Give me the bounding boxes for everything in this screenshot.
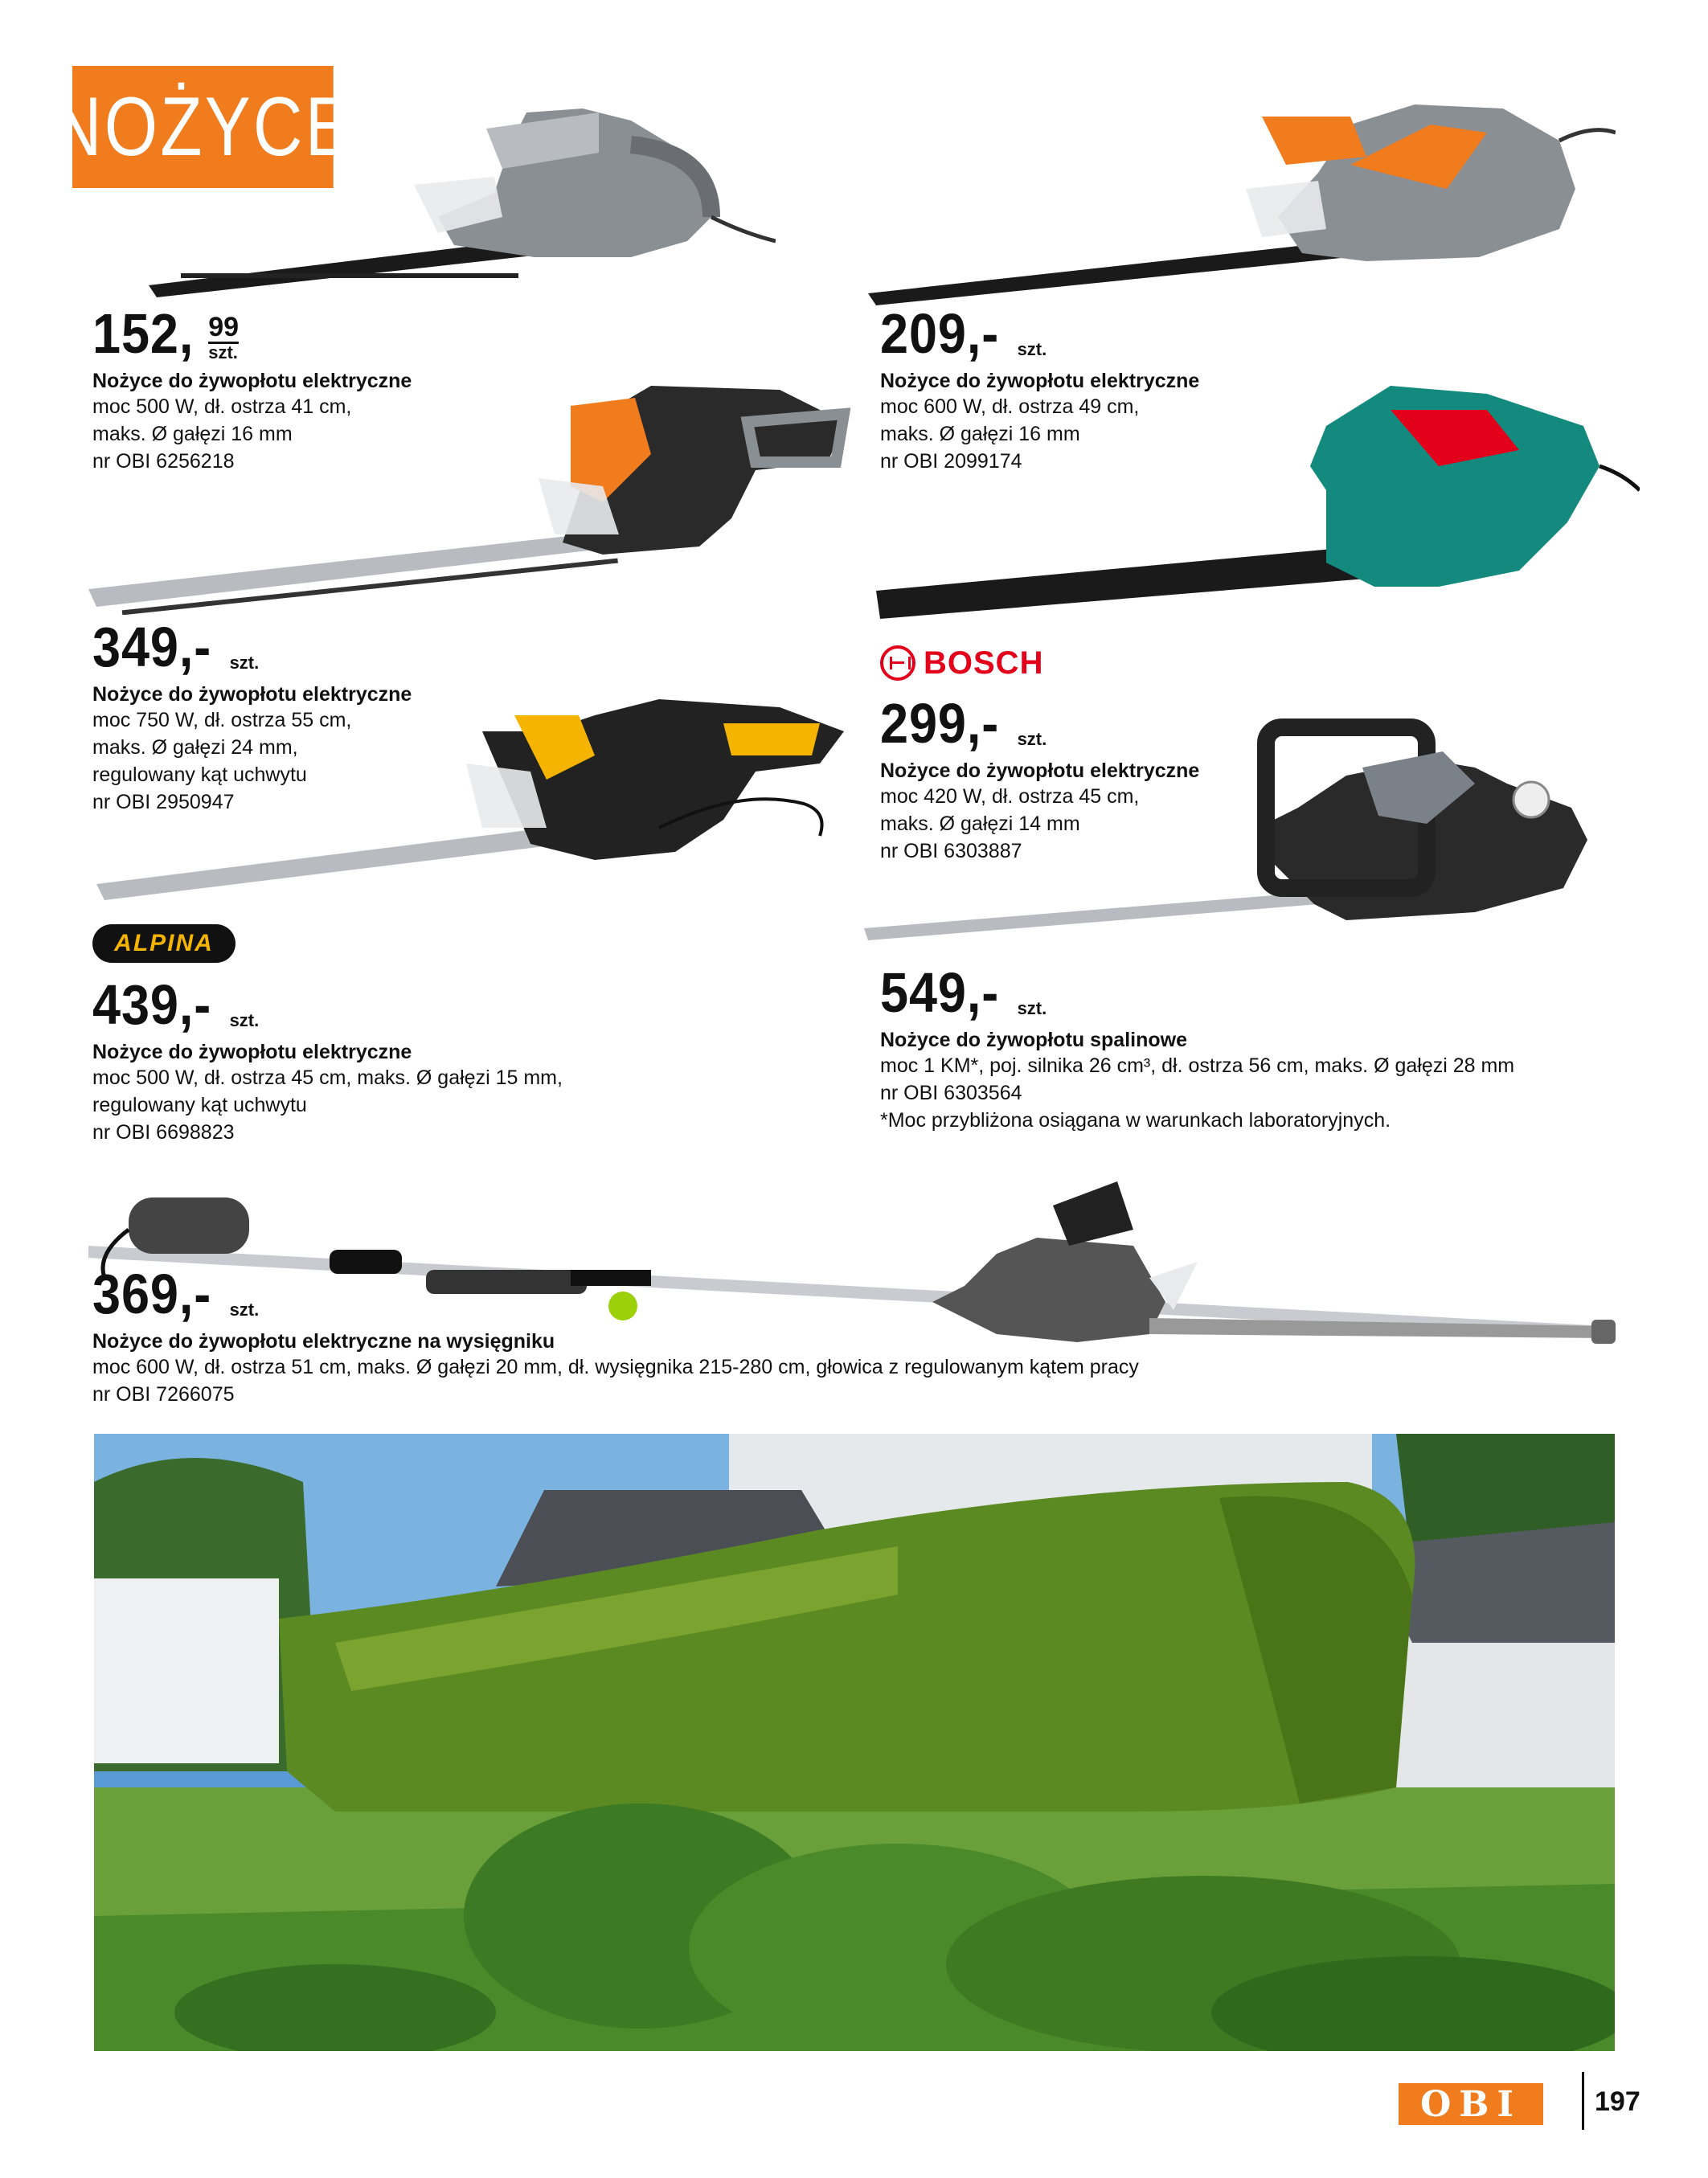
price-main: 439,- (92, 973, 212, 1036)
spec-line: moc 500 W, dł. ostrza 45 cm, maks. Ø gałęzi 15 mm, (92, 1066, 563, 1089)
spec-line: maks. Ø gałęzi 24 mm, (92, 736, 298, 759)
spec-line: moc 500 W, dł. ostrza 41 cm, (92, 395, 352, 418)
price-main: 152, (92, 302, 195, 365)
product-title: Nożyce do żywopłotu elektryczne na wysięgniku (92, 1330, 555, 1353)
product-number: nr OBI 2950947 (92, 791, 235, 813)
price-cents: 99 (208, 312, 240, 342)
product-number: nr OBI 7266075 (92, 1383, 235, 1406)
product-title: Nożyce do żywopłotu elektryczne (92, 1041, 412, 1063)
price (880, 302, 1199, 365)
obi-logo: OBI (1399, 2083, 1543, 2125)
alpina-brand-logo: ALPINA (92, 924, 236, 963)
product-number: nr OBI 6303887 (880, 840, 1022, 862)
hedge-trimmer-grey-orange-image (868, 92, 1616, 305)
product-card-4 (880, 692, 1200, 865)
product-title: Nożyce do żywopłotu elektryczne (880, 370, 1200, 392)
price-unit: szt. (229, 1010, 260, 1030)
section-title: NOŻYCE (72, 66, 334, 188)
product-number: nr OBI 2099174 (880, 450, 1022, 473)
spec-line: moc 600 W, dł. ostrza 51 cm, maks. Ø gałęzi 20 mm, dł. wysięgnika 215-280 cm, głowica z regulowanym kątem pracy (92, 1356, 1139, 1378)
bosch-ring-icon (880, 645, 915, 681)
garden-hedge-photo (94, 1434, 1615, 2051)
price (880, 961, 1514, 1024)
spec-line: maks. Ø gałęzi 16 mm (92, 423, 293, 445)
price (92, 616, 412, 678)
page-number: 197 (1595, 2086, 1640, 2117)
footnote: *Moc przybliżona osiągana w warunkach laboratoryjnych. (880, 1109, 1391, 1132)
price (880, 692, 1199, 755)
spec-line: moc 420 W, dł. ostrza 45 cm, (880, 785, 1140, 808)
price-unit: szt. (1017, 998, 1047, 1018)
product-title: Nożyce do żywopłotu elektryczne (92, 683, 412, 706)
spec-line: moc 600 W, dł. ostrza 49 cm, (880, 395, 1140, 418)
product-number: nr OBI 6303564 (880, 1082, 1022, 1104)
product-card-5 (92, 973, 563, 1146)
product-number: nr OBI 6698823 (92, 1121, 235, 1144)
price-main: 299,- (880, 692, 1000, 755)
product-card-6 (880, 961, 1515, 1134)
spec-line: regulowany kąt uchwytu (92, 764, 307, 786)
product-title: Nożyce do żywopłotu spalinowe (880, 1029, 1187, 1051)
product-card-7 (92, 1263, 1139, 1408)
price-main: 369,- (92, 1263, 212, 1325)
price-unit: szt. (229, 1300, 260, 1320)
price-main: 349,- (92, 616, 212, 678)
product-title: Nożyce do żywopłotu elektryczne (880, 759, 1200, 782)
price-main: 209,- (880, 302, 1000, 365)
product-number: nr OBI 6256218 (92, 450, 235, 473)
price-unit: szt. (229, 653, 260, 673)
spec-line: moc 750 W, dł. ostrza 55 cm, (92, 709, 352, 731)
spec-line: maks. Ø gałęzi 16 mm (880, 423, 1080, 445)
spec-line: moc 1 KM*, poj. silnika 26 cm³, dł. ostrza 56 cm, maks. Ø gałęzi 28 mm (880, 1054, 1515, 1077)
product-card-3 (92, 616, 412, 816)
price (92, 973, 563, 1036)
spec-line: regulowany kąt uchwytu (92, 1094, 307, 1116)
bosch-brand-logo (880, 643, 1043, 683)
price-unit: szt. (1017, 729, 1047, 749)
product-title: Nożyce do żywopłotu elektryczne (92, 370, 412, 392)
footer-divider (1582, 2072, 1584, 2130)
price-unit: szt. (208, 342, 238, 362)
product-card-2 (880, 302, 1200, 475)
price-unit: szt. (1017, 339, 1047, 359)
hedge-trimmer-grey-image (149, 96, 776, 297)
price-main: 549,- (880, 961, 1000, 1024)
price (92, 302, 412, 365)
price (92, 1263, 1139, 1325)
spec-line: maks. Ø gałęzi 14 mm (880, 813, 1080, 835)
bosch-brand-text: BOSCH (924, 645, 1044, 681)
product-card-1 (92, 302, 412, 475)
